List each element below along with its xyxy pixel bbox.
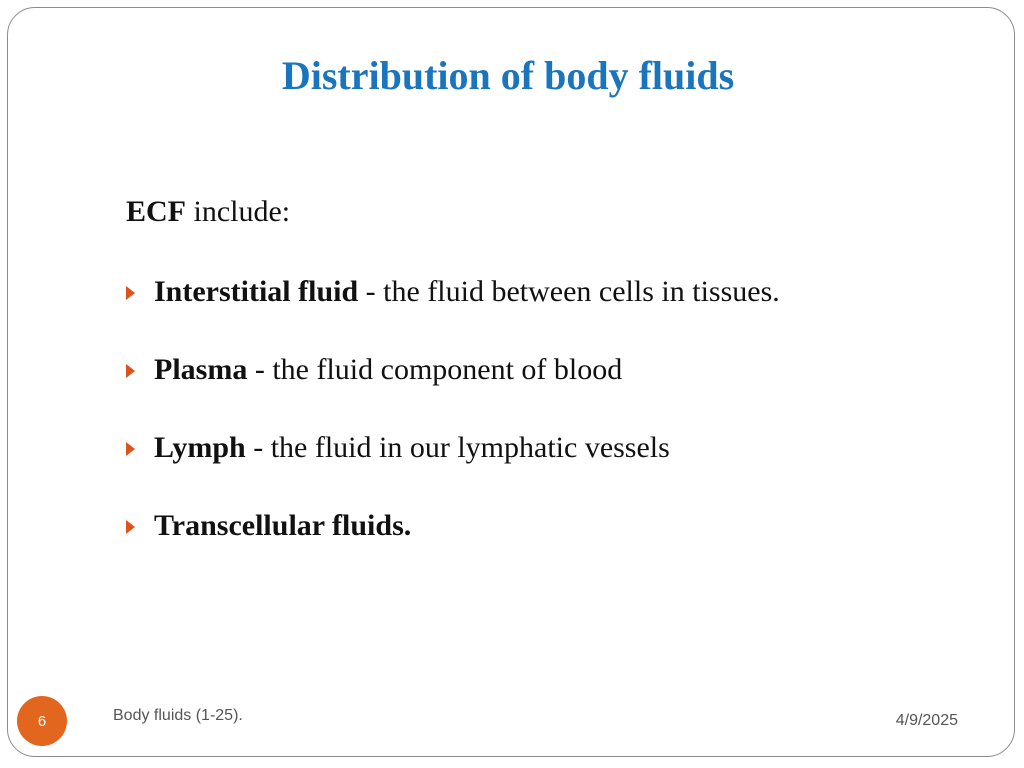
triangle-bullet-icon bbox=[126, 442, 135, 456]
bullet-term: Interstitial fluid bbox=[154, 275, 359, 308]
triangle-bullet-icon bbox=[126, 520, 135, 534]
bullet-item bbox=[126, 272, 780, 312]
bullet-item bbox=[126, 506, 411, 546]
bullet-item bbox=[126, 350, 622, 390]
bullet-text: - the fluid between cells in tissues. bbox=[358, 275, 780, 308]
bullet-term: Transcellular fluids. bbox=[154, 509, 412, 542]
footer-text: Body fluids (1-25). bbox=[113, 707, 243, 724]
bullet-item bbox=[126, 428, 670, 468]
triangle-bullet-icon bbox=[126, 286, 135, 300]
slide-title: Distribution of body fluids bbox=[281, 53, 735, 98]
footer-date: 4/9/2025 bbox=[895, 712, 958, 729]
bullet-text: - the fluid component of blood bbox=[247, 353, 623, 386]
bullet-text: - the fluid in our lymphatic vessels bbox=[245, 431, 670, 464]
intro-text: include: bbox=[186, 195, 291, 228]
page-number-badge: 6 bbox=[17, 696, 67, 746]
bullet-term: Lymph bbox=[154, 431, 246, 464]
intro-line bbox=[126, 193, 290, 231]
triangle-bullet-icon bbox=[126, 364, 135, 378]
bullet-term: Plasma bbox=[154, 353, 248, 386]
intro-term: ECF bbox=[126, 195, 186, 228]
